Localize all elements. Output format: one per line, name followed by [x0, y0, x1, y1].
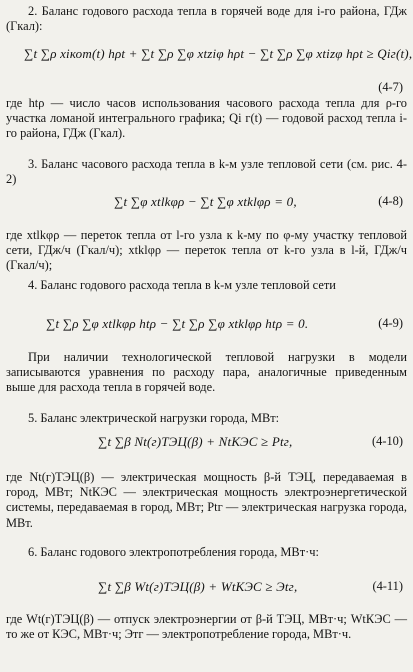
equation-4-10	[6, 428, 407, 460]
equation-4-9	[6, 312, 407, 344]
paragraph-annual-electric-consumption: 6. Баланс годового электропотребления города, МВт·ч:	[28, 545, 319, 559]
paragraph-annual-node-balance: 4. Баланс годового расхода тепла в k-м узле тепловой сети	[28, 278, 336, 292]
paragraph-hourly-heat-balance: 3. Баланс часового расхода тепла в k-м узле тепловой сети (см. рис. 4-2)	[6, 157, 407, 187]
equation-4-10-formula: ∑t ∑β Nt(г)ТЭЦ(β) + NtКЭС ≥ Ptг,	[98, 434, 293, 449]
paragraph-where-x-flow: где xtlkφρ — переток тепла от l-го узла к k-му по φ-му участку тепловой сети, ГДж/ч (Гкал/ч); xtklφρ — переток тепла от k-го узла в l-й, ГДж/ч (Гкал/ч);	[6, 228, 407, 273]
equation-4-11	[6, 575, 407, 607]
equation-4-8-number: (4-8)	[378, 194, 403, 208]
paragraph-electric-load-balance: 5. Баланс электрической нагрузки города, МВт:	[28, 411, 280, 425]
equation-4-11-number: (4-11)	[372, 579, 403, 593]
paragraph-where-h: где htρ — число часов использования часового расхода тепла для ρ-го участка ломаной интегрального графика; Qi г(t) — годовой расход тепла i-го района, ГДж (Гкал).	[6, 96, 407, 141]
equation-4-8-formula: ∑t ∑φ xtlkφρ − ∑t ∑φ xtklφρ = 0,	[114, 194, 297, 209]
equation-4-7-formula: ∑t ∑ρ xiкот(t) hρt + ∑t ∑ρ ∑φ xtziφ hρt − ∑t ∑ρ ∑φ xtizφ hρt ≥ Qiг(t),	[24, 46, 413, 61]
equation-4-9-number: (4-9)	[378, 316, 403, 330]
equation-4-9-formula: ∑t ∑ρ ∑φ xtlkφρ htρ − ∑t ∑ρ ∑φ xtklφρ htρ = 0.	[46, 316, 309, 331]
paragraph-where-w: где Wt(г)ТЭЦ(β) — отпуск электроэнергии от β-й ТЭЦ, МВт·ч; WtКЭС — то же от КЭС, МВт·ч; Этг — электропотребление города, МВт·ч.	[6, 612, 407, 642]
equation-4-7	[6, 44, 413, 94]
paragraph-heat-balance-annual: 2. Баланс годового расхода тепла в горячей воде для i-го района, ГДж (Гкал):	[6, 4, 407, 34]
equation-4-8	[6, 190, 407, 222]
equation-4-11-formula: ∑t ∑β Wt(г)ТЭЦ(β) + WtКЭС ≥ Эtг,	[98, 579, 298, 594]
paragraph-steam-load: При наличии технологической тепловой нагрузки в модели записываются уравнения по расходу пара, аналогичные приведенным выше для расхода тепла в горячей воде.	[6, 350, 407, 395]
equation-4-10-number: (4-10)	[372, 434, 403, 448]
equation-4-7-number: (4-7)	[378, 80, 403, 94]
paragraph-where-n: где Nt(г)ТЭЦ(β) — электрическая мощность β-й ТЭЦ, передаваемая в город, МВт; NtКЭС — электрическая мощность электроэнергетической системы, передаваемая в город, МВт; Ptг — электрическая нагрузка города, МВт.	[6, 470, 407, 530]
